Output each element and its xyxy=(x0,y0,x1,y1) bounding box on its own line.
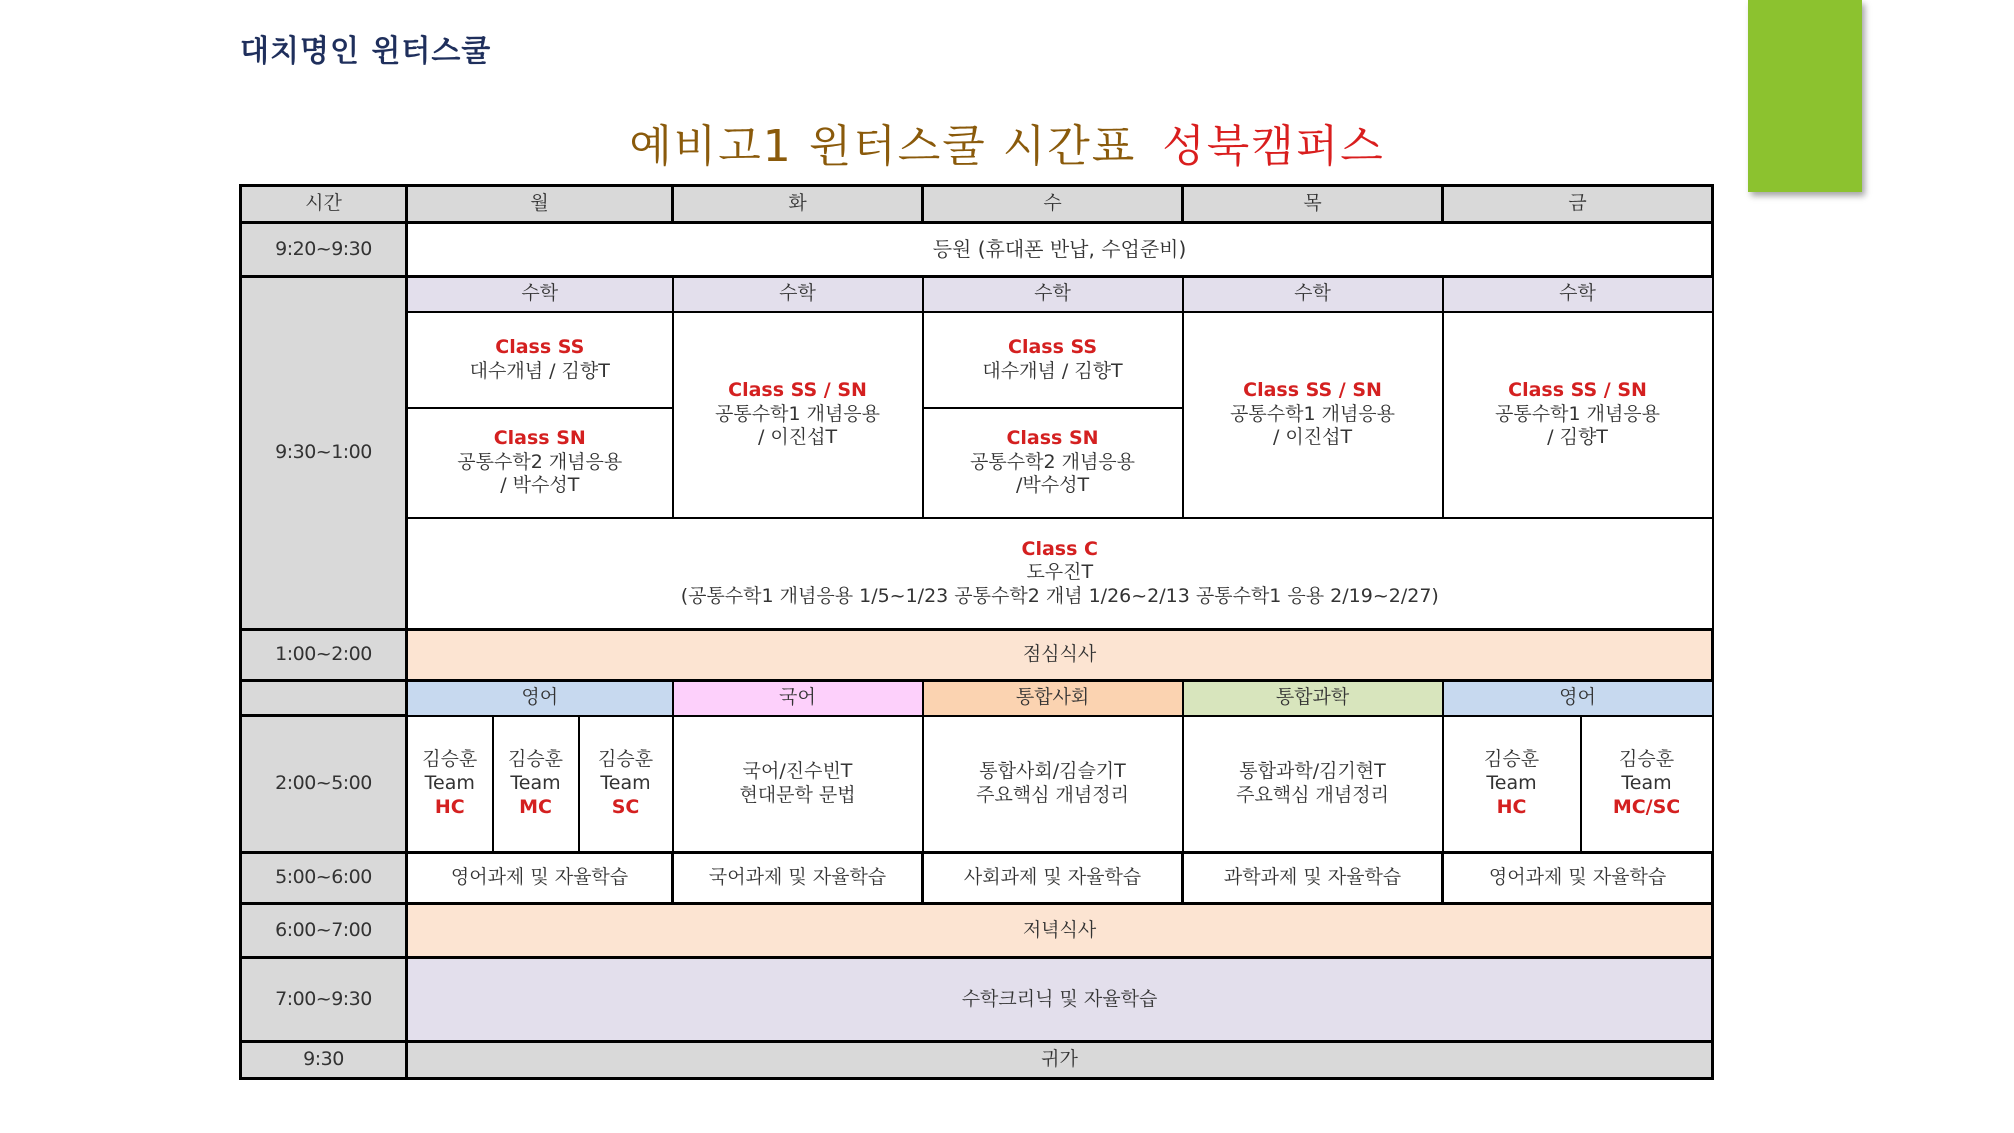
time-afternoon: 2:00~5:00 xyxy=(241,716,407,853)
math-subject-wed: 수학 xyxy=(923,277,1183,312)
class-schedule: (공통수학1 개념응용 1/5~1/23 공통수학2 개념 1/26~2/13 공통수학1 응용 2/19~2/27) xyxy=(680,585,1439,608)
team-label: Team xyxy=(424,771,475,794)
math-tue xyxy=(673,312,923,518)
class-desc: 대수개념 / 김향T xyxy=(469,359,610,382)
eng-team-sc xyxy=(579,716,673,853)
header-time: 시간 xyxy=(241,186,407,223)
eng-team-mc xyxy=(493,716,579,853)
math-wed-ss xyxy=(923,312,1183,408)
math-subject-fri: 수학 xyxy=(1443,277,1713,312)
brand-title: 대치명인 윈터스쿨 xyxy=(240,34,492,69)
time-arrival: 9:20~9:30 xyxy=(241,223,407,277)
class-desc: 공통수학2 개념응용 xyxy=(970,450,1136,473)
class-teacher: / 김향T xyxy=(1547,426,1608,449)
class-desc: 통합과학/김기현T xyxy=(1239,760,1386,782)
header-thu: 목 xyxy=(1183,186,1443,223)
class-label: Class SS / SN xyxy=(728,378,867,401)
teacher-name: 김승훈 xyxy=(597,748,654,771)
header-fri: 금 xyxy=(1443,186,1713,223)
team-code: MC/SC xyxy=(1612,795,1681,818)
class-desc: 공통수학2 개념응용 xyxy=(457,450,623,473)
team-code: HC xyxy=(434,795,465,818)
class-teacher: / 이진섭T xyxy=(757,426,838,449)
subject-fri: 영어 xyxy=(1443,681,1713,716)
subject-wed: 통합사회 xyxy=(923,681,1183,716)
team-label: Team xyxy=(510,771,561,794)
subject-thu: 통합과학 xyxy=(1183,681,1443,716)
time-clinic: 7:00~9:30 xyxy=(241,958,407,1042)
arrival-cell: 등원 (휴대폰 반납, 수업준비) xyxy=(407,223,1713,277)
time-blank xyxy=(241,681,407,716)
class-label: Class SS / SN xyxy=(1508,378,1647,401)
time-math: 9:30~1:00 xyxy=(241,277,407,630)
class-teacher: / 박수성T xyxy=(500,474,580,497)
teacher-name: 김승훈 xyxy=(1619,748,1675,771)
class-desc: 대수개념 / 김향T xyxy=(982,359,1123,382)
header-mon: 월 xyxy=(407,186,673,223)
clinic-cell: 수학크리닉 및 자율학습 xyxy=(407,958,1713,1042)
team-code: MC xyxy=(519,795,552,818)
class-teacher: 도우진T xyxy=(1026,561,1094,584)
time-home: 9:30 xyxy=(241,1042,407,1079)
teacher-name: 김승훈 xyxy=(422,748,478,771)
class-label: Class SS xyxy=(495,335,585,358)
math-class-c xyxy=(407,518,1713,630)
teacher-name: 김승훈 xyxy=(1484,748,1540,771)
lunch-cell: 점심식사 xyxy=(407,630,1713,681)
science-class xyxy=(1183,716,1443,853)
eng-fri-team-mcsc xyxy=(1581,716,1713,853)
header-wed: 수 xyxy=(923,186,1183,223)
selfstudy-mon: 영어과제 및 자율학습 xyxy=(407,853,673,904)
subject-mon: 영어 xyxy=(407,681,673,716)
class-desc: 공통수학1 개념응용 xyxy=(1230,402,1396,425)
subject-tue: 국어 xyxy=(673,681,923,716)
class-label: Class C xyxy=(1021,537,1098,560)
class-topic: 주요핵심 개념정리 xyxy=(976,783,1129,806)
math-subject-mon: 수학 xyxy=(407,277,673,312)
title-main: 예비고1 윈터스쿨 시간표 xyxy=(629,121,1137,172)
class-label: Class SS / SN xyxy=(1243,378,1382,401)
home-cell: 귀가 xyxy=(407,1042,1713,1079)
math-mon-sn xyxy=(407,408,673,518)
teacher-name: 김승훈 xyxy=(507,748,564,771)
title-campus: 성북캠퍼스 xyxy=(1162,121,1385,172)
header-tue: 화 xyxy=(673,186,923,223)
page-title xyxy=(0,110,2014,174)
class-topic: 현대문학 문법 xyxy=(739,783,856,806)
math-wed-sn xyxy=(923,408,1183,518)
math-subject-tue: 수학 xyxy=(673,277,923,312)
team-label: Team xyxy=(1621,771,1672,794)
class-topic: 주요핵심 개념정리 xyxy=(1236,783,1389,806)
class-desc: 공통수학1 개념응용 xyxy=(1495,402,1661,425)
class-desc: 통합사회/김슬기T xyxy=(979,760,1126,782)
math-mon-ss xyxy=(407,312,673,408)
eng-team-hc xyxy=(407,716,493,853)
class-label: Class SN xyxy=(493,426,586,449)
selfstudy-thu: 과학과제 및 자율학습 xyxy=(1183,853,1443,904)
selfstudy-fri: 영어과제 및 자율학습 xyxy=(1443,853,1713,904)
math-subject-thu: 수학 xyxy=(1183,277,1443,312)
korean-class xyxy=(673,716,923,853)
team-code: SC xyxy=(611,795,640,818)
math-thu xyxy=(1183,312,1443,518)
eng-fri-team-hc xyxy=(1443,716,1581,853)
math-fri xyxy=(1443,312,1713,518)
time-dinner: 6:00~7:00 xyxy=(241,904,407,958)
team-label: Team xyxy=(600,771,651,794)
selfstudy-wed: 사회과제 및 자율학습 xyxy=(923,853,1183,904)
timetable xyxy=(239,184,1714,1080)
class-teacher: / 이진섭T xyxy=(1272,426,1353,449)
team-label: Team xyxy=(1486,771,1537,794)
time-selfstudy: 5:00~6:00 xyxy=(241,853,407,904)
class-label: Class SN xyxy=(1006,426,1099,449)
class-label: Class SS xyxy=(1008,335,1098,358)
class-teacher: /박수성T xyxy=(1015,474,1090,497)
dinner-cell: 저녁식사 xyxy=(407,904,1713,958)
selfstudy-tue: 국어과제 및 자율학습 xyxy=(673,853,923,904)
team-code: HC xyxy=(1496,795,1527,818)
time-lunch: 1:00~2:00 xyxy=(241,630,407,681)
social-class xyxy=(923,716,1183,853)
class-desc: 국어/진수빈T xyxy=(742,760,853,782)
class-desc: 공통수학1 개념응용 xyxy=(715,402,881,425)
